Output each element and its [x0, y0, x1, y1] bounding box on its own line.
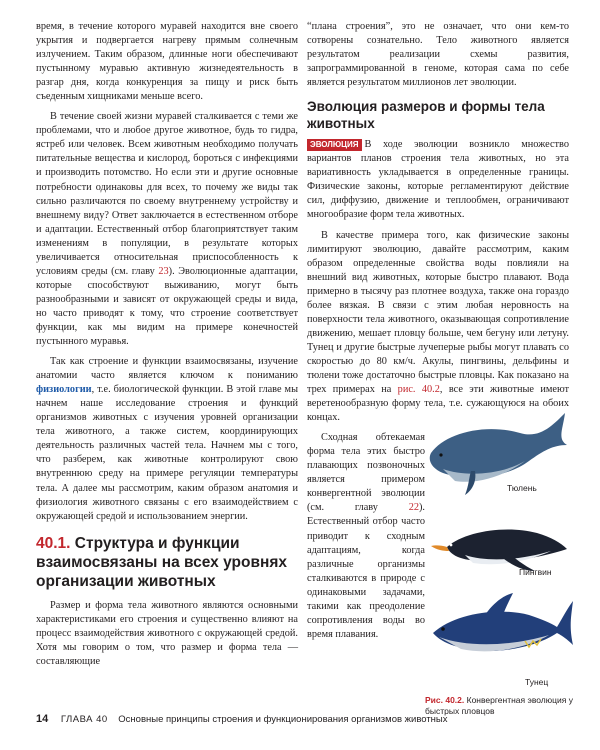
figure-ref[interactable]: рис. 40.2 — [397, 384, 440, 396]
paragraph: Сходная обтекаемая форма тела этих быстро плавающих позвоночных является примером конвергентной эволюции (см. главу 22). Естественный отбор часто приводит к сходным адаптациям, когда различные организмы сталкиваются в природе с одинаковыми задачами, такими как преодоление сопротивления воды во время плавания. — [307, 432, 425, 640]
paragraph: время, в течение которого муравей находится вне своего укрытия и подвергается нагреву прямым солнечным излучением. Таким образом, длинные ноги обеспечивают пустынному муравью активную жизнедеятельность в разгар дня, когда конкуренция за пищу и риск быть съеденным хищниками меньше всего. — [36, 21, 298, 103]
label-penguin: Пингвин — [519, 567, 552, 577]
penguin-illustration — [431, 529, 567, 571]
left-column — [36, 20, 298, 675]
paragraph: ЭВОЛЮЦИЯ В ходе эволюции возникло множество вариантов планов строения тела животных, но эта вариативность укладывается в определенные границы. Физические законы, которые регламентируют действие сил, диффузию, движение и теплообмен, ограничивают многообразие форм тела животных. — [307, 139, 569, 221]
subsection-heading: Эволюция размеров и формы тела животных — [307, 99, 545, 132]
seal-illustration — [430, 413, 567, 495]
label-seal: Тюлень — [507, 483, 537, 493]
chapter-label: ГЛАВА 40 — [60, 714, 108, 725]
chapter-ref[interactable]: 22 — [408, 502, 419, 514]
label-tuna: Тунец — [525, 677, 549, 687]
chapter-title: Основные принципы строения и функционирования организмов животных — [118, 714, 448, 725]
paragraph: “плана строения”, это не означает, что они кем-то сотворены сознательно. Тело животного является результатом реализации схемы развития, запрограммированной в геноме, которая сама по себе является результатом миллионов лет эволюции. — [307, 21, 569, 89]
tuna-illustration — [433, 593, 573, 651]
caption-number: Рис. 40.2. — [425, 695, 465, 705]
paragraph: В течение своей жизни муравей сталкивается с теми же проблемами, что и любое другое животное, будь то гидра, ястреб или человек. Всем животным необходимо получать питательные вещества и кислород, бороться с инфекциями и производить потомство. Но если эти и другие основные потребности одинаковы для всех, то почему же виды так сильно различаются по своему внутреннему устройству и внешнему виду? Ответ заключается в естественном отборе и адаптации. Естественный отбор благоприятствует таким изменениям в популяции, в результате которых увеличивается относительная приспособленность к условиям среды (см. главу 23). Эволюционные адаптации, которые способствуют выживанию, могут быть разнообразными и зависят от окружающей среды и вида, но часто приводят к тому, что строение соответствует функции, как мы видим на примере конечностей пустынного муравья. — [36, 111, 298, 348]
chapter-ref[interactable]: 23 — [158, 265, 169, 277]
section-heading: 40.1. Структура и функции взаимосвязаны на всех уровнях организации животных — [36, 534, 288, 590]
paragraph: В качестве примера того, как физические законы лимитируют эволюцию, давайте рассмотрим, каким образом определенные свойства воды повлияли на внешний вид животных, которые быстро плавают. Вода примерно в тысячу раз плотнее воздуха, также она гораздо более вязкая. В связи с этим любая неровность на поверхности тела животного, оказывающая сопротивление движению, мешает пловцу больше, чем бегуну или летуну. Тунец и другие быстрые лучеперые рыбы могут плавать со скоростью до 80 км/ч. Акулы, пингвины, дельфины и тюлени тоже достаточно быстрые пловцы. Как показано на трех примерах на рис. 40.2, все эти животные имеют веретенообразную форму тела, т.е. сужающуюся на обоих концах. — [307, 229, 569, 424]
page-number: 14 — [36, 713, 49, 725]
section-number: 40.1. — [36, 534, 71, 552]
paragraph: Размер и форма тела животного являются основными характеристиками его строения и существенно влияют на процесс взаимодействия животного с окружающей средой. Хотя мы говорим о том, что размер и форма тела — составляющие — [36, 599, 298, 667]
figure-caption: Рис. 40.2. Конвергентная эволюция у быстрых пловцов — [425, 695, 573, 716]
term-physiology: физиологии — [36, 384, 92, 396]
figure-illustration — [425, 395, 575, 695]
page-footer — [36, 713, 576, 725]
evolution-tag: ЭВОЛЮЦИЯ — [307, 139, 362, 151]
figure-40-2 — [425, 395, 575, 725]
paragraph: Так как строение и функции взаимосвязаны, изучение анатомии часто является ключом к пониманию физиологии, т.е. биологической функции. В этой главе мы начнем наше исследование строения и функций организмов животных с изучения уровней организации тела животного, а также систем, координирующих деятельность различных частей тела. Начнем мы с того, что разберем, как животные контролируют свою внутреннюю среду на примере регуляции температуры тела. А далее мы рассмотрим, каким образом анатомия и физиология животного связаны с его взаимодействием с окружающей средой и использованием энергии. — [36, 356, 298, 522]
